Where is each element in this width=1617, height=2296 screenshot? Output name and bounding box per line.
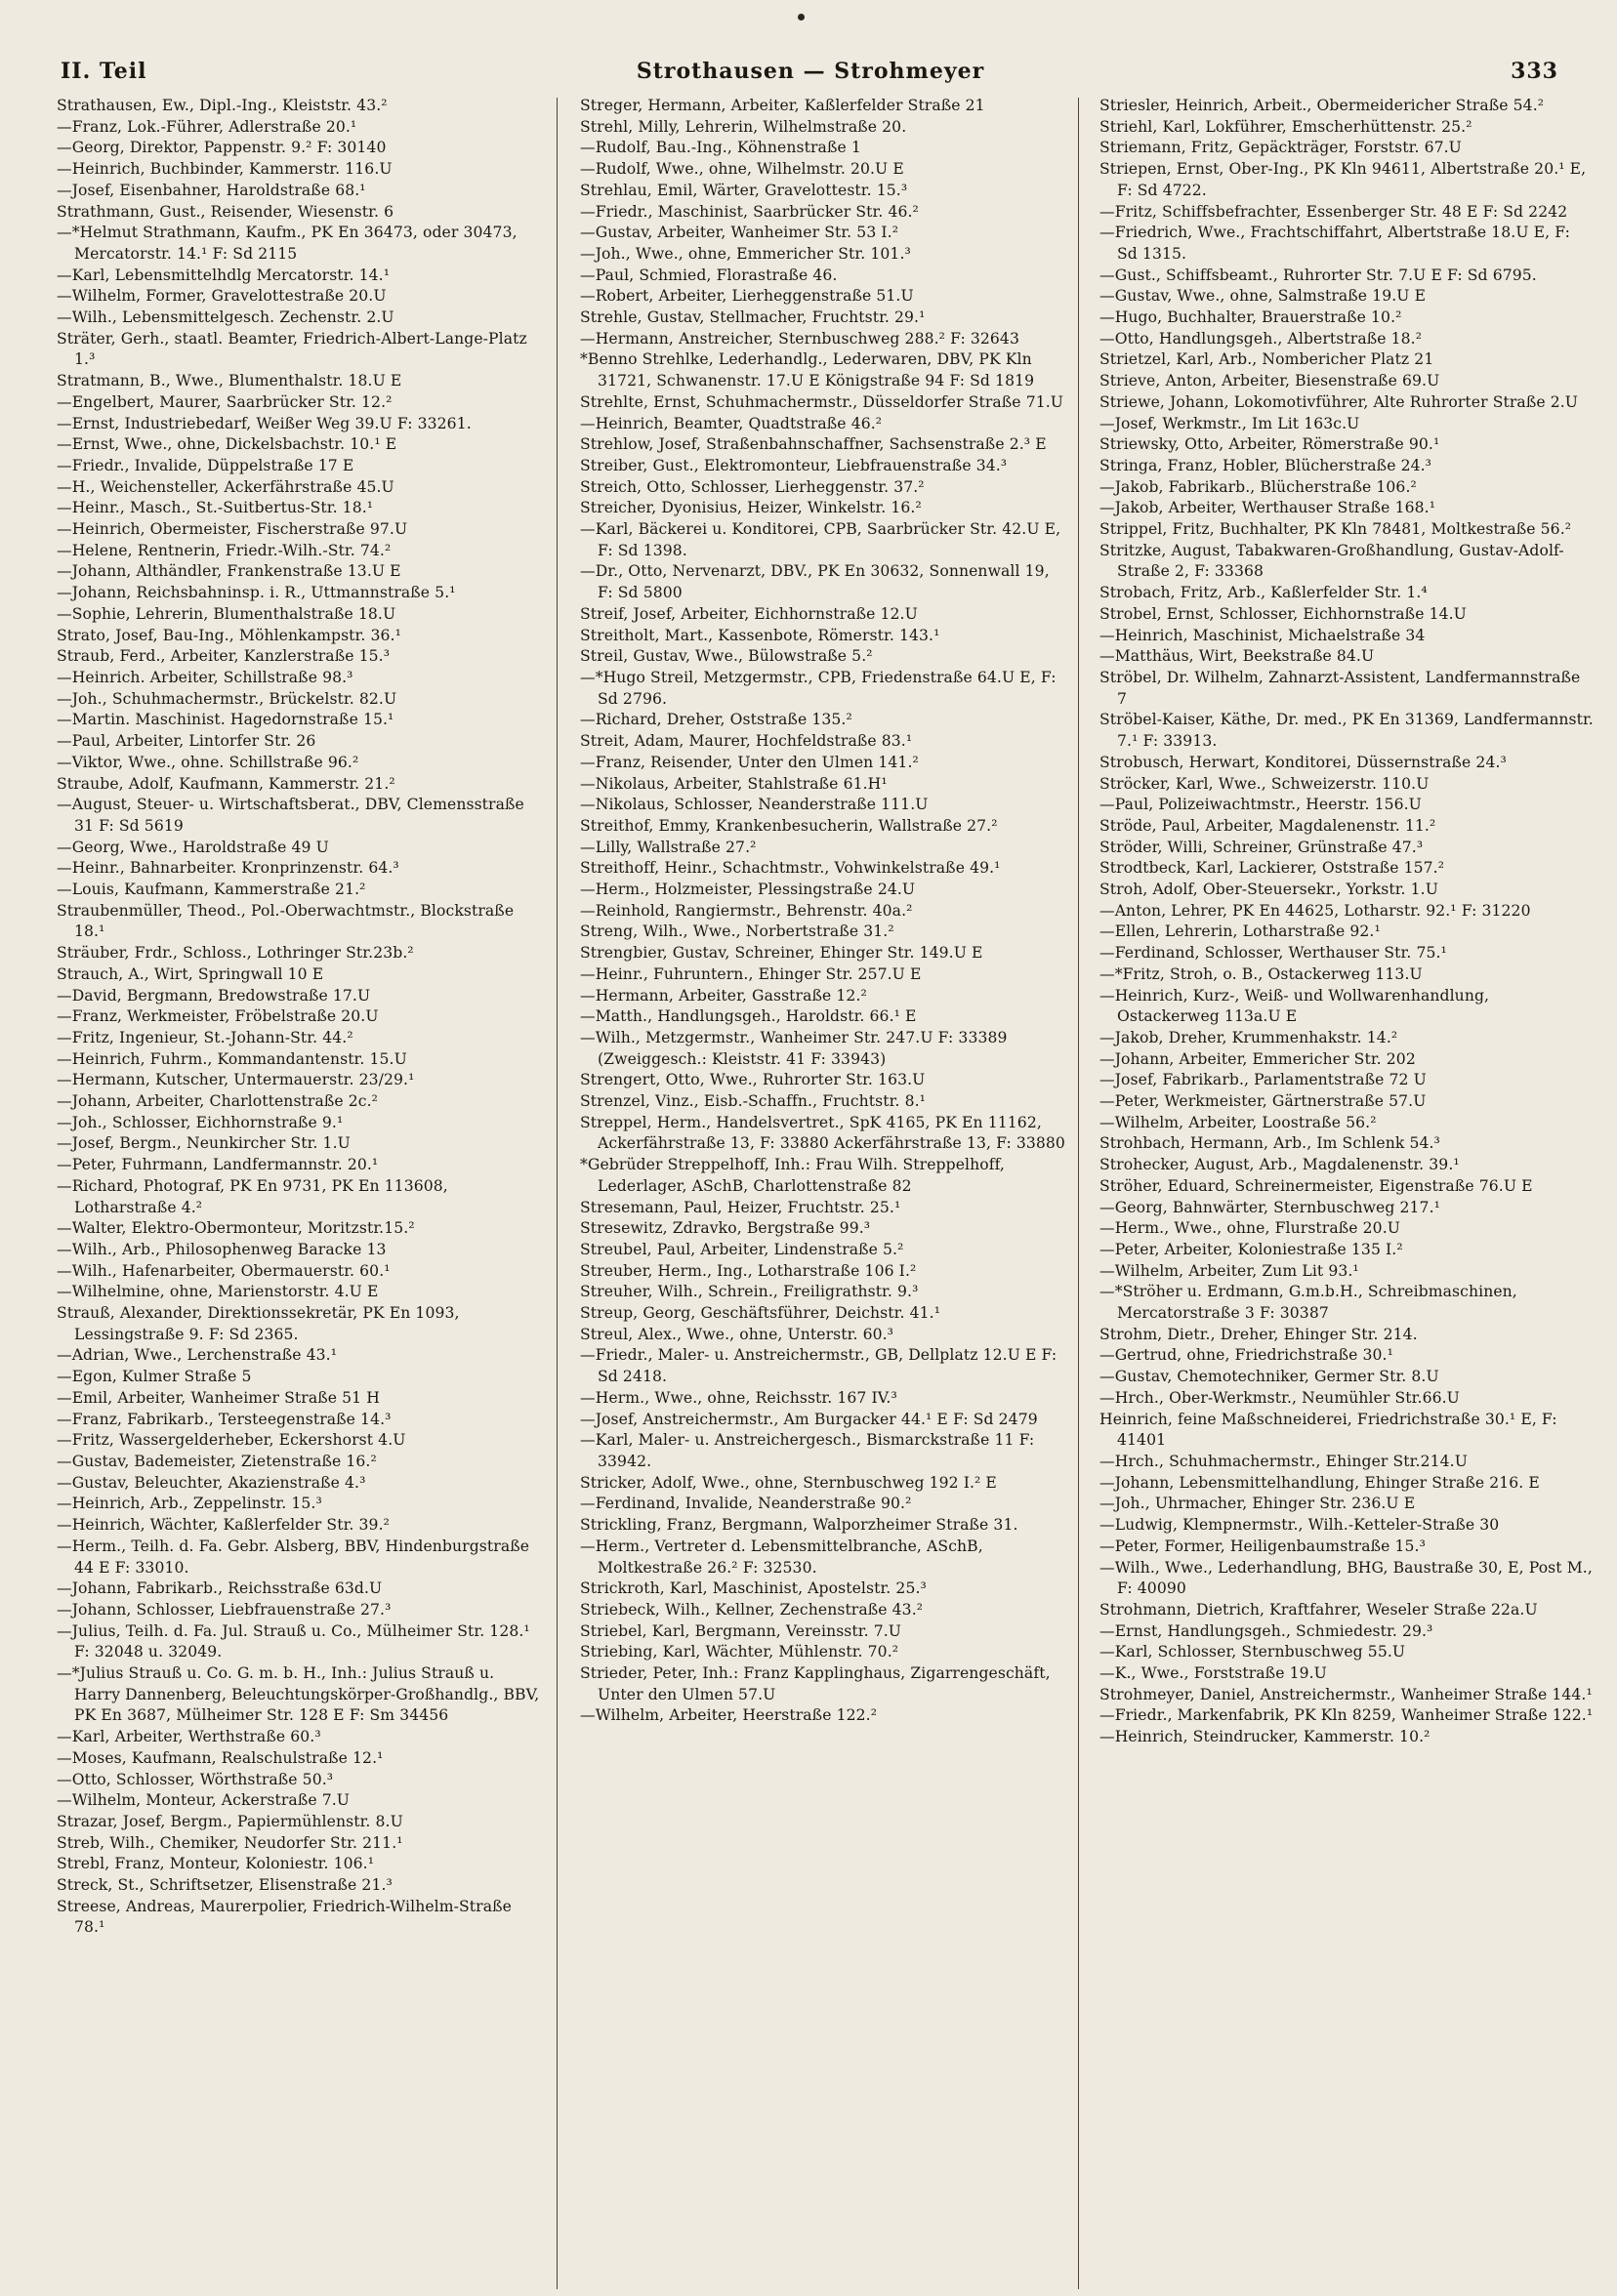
- directory-entry: Streck, St., Schriftsetzer, Elisenstraße 21.³: [57, 1876, 393, 1895]
- directory-entry: Strenzel, Vinz., Eisb.-Schaffn., Fruchtstr. 8.¹: [580, 1092, 927, 1111]
- directory-entry: Striewsky, Otto, Arbeiter, Römerstraße 90.¹: [1099, 435, 1440, 454]
- directory-entry: Heinrich, feine Maßschneiderei, Friedrichstraße 30.¹ E, F: 41401: [1099, 1410, 1557, 1450]
- directory-entry: —Josef, Eisenbahner, Haroldstraße 68.¹: [57, 181, 366, 199]
- directory-entry: Strohmann, Dietrich, Kraftfahrer, Weseler Straße 22a.U: [1099, 1600, 1538, 1619]
- directory-entry: —Richard, Dreher, Oststraße 135.²: [580, 711, 852, 729]
- header-part: II. Teil: [61, 59, 147, 84]
- directory-entry: —Johann, Reichsbahninsp. i. R., Uttmannstraße 5.¹: [57, 584, 456, 602]
- directory-entry: Ströher, Eduard, Schreinermeister, Eigenstraße 76.U E: [1099, 1176, 1533, 1195]
- directory-entry: Ströder, Willi, Schreiner, Grünstraße 47.³: [1099, 838, 1424, 856]
- directory-entry: Ströbel-Kaiser, Käthe, Dr. med., PK En 31369, Landfermannstr. 7.¹ F: 33913.: [1099, 711, 1594, 751]
- directory-entry: —Friedr., Maschinist, Saarbrücker Str. 46.²: [580, 202, 919, 221]
- directory-entry: —Viktor, Wwe., ohne. Schillstraße 96.²: [57, 753, 359, 771]
- directory-entry: Streil, Gustav, Wwe., Bülowstraße 5.²: [580, 647, 873, 666]
- directory-entry: —Johann, Lebensmittelhandlung, Ehinger Straße 216. E: [1099, 1473, 1540, 1492]
- directory-entry: Streuber, Herm., Ing., Lotharstraße 106 I.²: [580, 1261, 917, 1280]
- directory-entry: Stresemann, Paul, Heizer, Fruchtstr. 25.¹: [580, 1198, 901, 1216]
- directory-entry: —Emil, Arbeiter, Wanheimer Straße 51 H: [57, 1388, 380, 1407]
- directory-entry: —Otto, Schlosser, Wörthstraße 50.³: [57, 1770, 334, 1788]
- directory-entry: —Matth., Handlungsgeh., Haroldstr. 66.¹ E: [580, 1007, 917, 1026]
- directory-entry: Strobel, Ernst, Schlosser, Eichhornstraße 14.U: [1099, 604, 1467, 623]
- directory-entry: —Anton, Lehrer, PK En 44625, Lotharstr. 92.¹ F: 31220: [1099, 901, 1531, 920]
- directory-entry: —Hugo, Buchhalter, Brauerstraße 10.²: [1099, 308, 1402, 327]
- directory-entry: Streit, Adam, Maurer, Hochfeldstraße 83.¹: [580, 732, 913, 751]
- directory-entry: —Friedrich, Wwe., Frachtschiffahrt, Albertstraße 18.U E, F: Sd 1315.: [1099, 224, 1570, 263]
- directory-entry: —Karl, Maler- u. Anstreichergesch., Bismarckstraße 11 F: 33942.: [580, 1431, 1035, 1470]
- directory-entry: Streup, Georg, Geschäftsführer, Deichstr. 41.¹: [580, 1304, 941, 1323]
- directory-entry: —Julius, Teilh. d. Fa. Jul. Strauß u. Co., Mülheimer Str. 128.¹ F: 32048 u. 32049.: [57, 1621, 530, 1661]
- directory-entry: Streif, Josef, Arbeiter, Eichhornstraße 12.U: [580, 604, 918, 623]
- directory-entry: —Josef, Bergm., Neunkircher Str. 1.U: [57, 1134, 351, 1153]
- directory-entry: —Wilh., Metzgermstr., Wanheimer Str. 247.U F: 33389 (Zweiggesch.: Kleiststr. 41 F: 33943): [580, 1028, 1008, 1068]
- directory-entry: —Louis, Kaufmann, Kammerstraße 21.²: [57, 881, 366, 899]
- directory-entry: —Hermann, Kutscher, Untermauerstr. 23/29.¹: [57, 1071, 415, 1089]
- directory-entry: —Heinrich, Obermeister, Fischerstraße 97.U: [57, 520, 408, 539]
- directory-entry: —Heinrich, Fuhrm., Kommandantenstr. 15.U: [57, 1049, 407, 1068]
- page-number: 333: [1511, 59, 1558, 84]
- directory-entry: Ströcker, Karl, Wwe., Schweizerstr. 110.U: [1099, 774, 1430, 793]
- directory-entry: —Johann, Althändler, Frankenstraße 13.U E: [57, 562, 401, 581]
- directory-entry: —Heinrich, Buchbinder, Kammerstr. 116.U: [57, 160, 393, 179]
- directory-entry: —Franz, Werkmeister, Fröbelstraße 20.U: [57, 1007, 379, 1026]
- directory-entry: Striepen, Ernst, Ober-Ing., PK Kln 94611, Albertstraße 20.¹ E, F: Sd 4722.: [1099, 160, 1587, 199]
- directory-entry: —Georg, Bahnwärter, Sternbuschweg 217.¹: [1099, 1198, 1440, 1216]
- directory-entry: —Heinr., Bahnarbeiter. Kronprinzenstr. 64.³: [57, 859, 399, 878]
- directory-entry: —Friedr., Markenfabrik, PK Kln 8259, Wanheimer Straße 122.¹: [1099, 1706, 1594, 1725]
- directory-entry: —Franz, Reisender, Unter den Ulmen 141.²: [580, 753, 919, 771]
- directory-entry: —Jakob, Fabrikarb., Blücherstraße 106.²: [1099, 477, 1417, 496]
- directory-entry: Strehlau, Emil, Wärter, Gravelottestr. 15.³: [580, 181, 908, 199]
- directory-entry: Striemann, Fritz, Gepäckträger, Forststr. 67.U: [1099, 139, 1462, 157]
- directory-entry: —Richard, Photograf, PK En 9731, PK En 113608, Lotharstraße 4.²: [57, 1176, 448, 1216]
- directory-entry: —Wilhelmine, ohne, Marienstorstr. 4.U E: [57, 1283, 379, 1301]
- directory-entry: —August, Steuer- u. Wirtschaftsberat., DBV, Clemensstraße 31 F: Sd 5619: [57, 796, 524, 835]
- directory-entry: —Wilh., Arb., Philosophenweg Baracke 13: [57, 1240, 387, 1258]
- column-rule: [1078, 98, 1079, 2289]
- directory-entry: Stricker, Adolf, Wwe., ohne, Sternbuschweg 192 I.² E: [580, 1473, 997, 1492]
- directory-entry: Strauß, Alexander, Direktionssekretär, PK En 1093, Lessingstraße 9. F: Sd 2365.: [57, 1304, 460, 1343]
- directory-entry: —Herm., Teilh. d. Fa. Gebr. Alsberg, BBV, Hindenburgstraße 44 E F: 33010.: [57, 1537, 530, 1577]
- directory-entry: Streithof, Emmy, Krankenbesucherin, Wallstraße 27.²: [580, 816, 998, 835]
- directory-entry: —Helene, Rentnerin, Friedr.-Wilh.-Str. 74.²: [57, 541, 392, 559]
- directory-entry: —Sophie, Lehrerin, Blumenthalstraße 18.U: [57, 604, 396, 623]
- directory-entry: Strehlow, Josef, Straßenbahnschaffner, Sachsenstraße 2.³ E: [580, 435, 1047, 454]
- directory-entry: —Heinrich, Beamter, Quadtstraße 46.²: [580, 414, 883, 432]
- directory-entry: Streb, Wilh., Chemiker, Neudorfer Str. 211.¹: [57, 1833, 403, 1852]
- directory-entry: —Paul, Arbeiter, Lintorfer Str. 26: [57, 732, 316, 751]
- directory-entry: —Peter, Former, Heiligenbaumstraße 15.³: [1099, 1537, 1426, 1555]
- directory-entry: —Karl, Arbeiter, Werthstraße 60.³: [57, 1728, 321, 1746]
- directory-entry: —Engelbert, Maurer, Saarbrücker Str. 12.²: [57, 392, 393, 411]
- directory-entry: —Nikolaus, Arbeiter, Stahlstraße 61.H¹: [580, 774, 888, 793]
- directory-entry: —Heinrich. Arbeiter, Schillstraße 98.³: [57, 668, 353, 686]
- directory-entry: —Lilly, Wallstraße 27.²: [580, 838, 757, 856]
- directory-entry: —Paul, Schmied, Florastraße 46.: [580, 266, 838, 284]
- directory-entry: Ströbel, Dr. Wilhelm, Zahnarzt-Assistent, Landfermannstraße 7: [1099, 668, 1581, 708]
- directory-entry: Streng, Wilh., Wwe., Norbertstraße 31.²: [580, 922, 894, 941]
- directory-entry: —Johann, Schlosser, Liebfrauenstraße 27.³: [57, 1600, 392, 1619]
- directory-entry: Strathmann, Gust., Reisender, Wiesenstr. 6: [57, 202, 394, 221]
- directory-entry: Striebeck, Wilh., Kellner, Zechenstraße 43.²: [580, 1600, 924, 1619]
- directory-entry: *Gebrüder Streppelhoff, Inh.: Frau Wilh. Streppelhoff, Lederlager, ASchB, Charlottenstraße 82: [580, 1156, 1005, 1195]
- directory-entry: Strazar, Josef, Bergm., Papiermühlenstr. 8.U: [57, 1812, 403, 1830]
- directory-entry: Streul, Alex., Wwe., ohne, Unterstr. 60.³: [580, 1325, 894, 1343]
- directory-entry: Stresewitz, Zdravko, Bergstraße 99.³: [580, 1219, 871, 1238]
- directory-entry: —Heinrich, Maschinist, Michaelstraße 34: [1099, 626, 1426, 644]
- directory-entry: —Peter, Fuhrmann, Landfermannstr. 20.¹: [57, 1156, 379, 1174]
- directory-entry: Strieve, Anton, Arbeiter, Biesenstraße 69.U: [1099, 372, 1440, 390]
- ink-dot: [798, 14, 805, 20]
- directory-entry: Strehl, Milly, Lehrerin, Wilhelmstraße 20.: [580, 117, 907, 136]
- directory-entry: —Heinrich, Steindrucker, Kammerstr. 10.²: [1099, 1728, 1430, 1746]
- directory-entry: —Josef, Anstreichermstr., Am Burgacker 44.¹ E F: Sd 2479: [580, 1410, 1038, 1428]
- directory-entry: Stritzke, August, Tabakwaren-Großhandlung, Gustav-Adolf-Straße 2, F: 33368: [1099, 541, 1564, 581]
- directory-entry: Ströde, Paul, Arbeiter, Magdalenenstr. 11.²: [1099, 816, 1436, 835]
- directory-entry: —Georg, Wwe., Haroldstraße 49 U: [57, 838, 329, 856]
- directory-entry: —Herm., Vertreter d. Lebensmittelbranche, ASchB, Moltkestraße 26.² F: 32530.: [580, 1537, 983, 1577]
- directory-entry: —David, Bergmann, Bredowstraße 17.U: [57, 986, 371, 1004]
- directory-entry: Strickroth, Karl, Maschinist, Apostelstr. 25.³: [580, 1579, 927, 1598]
- directory-entry: Strobach, Fritz, Arb., Kaßlerfelder Str. 1.⁴: [1099, 584, 1428, 602]
- directory-entry: —Moses, Kaufmann, Realschulstraße 12.¹: [57, 1748, 384, 1767]
- directory-entry: —Egon, Kulmer Straße 5: [57, 1368, 252, 1386]
- directory-entry: —Fritz, Ingenieur, St.-Johann-Str. 44.²: [57, 1028, 353, 1046]
- directory-entry: Strieder, Peter, Inh.: Franz Kapplinghaus, Zigarrengeschäft, Unter den Ulmen 57.U: [580, 1664, 1051, 1703]
- directory-entry: —Fritz, Schiffsbefrachter, Essenberger Str. 48 E F: Sd 2242: [1099, 202, 1568, 221]
- directory-entry: Strodtbeck, Karl, Lackierer, Oststraße 157.²: [1099, 859, 1445, 878]
- directory-entry: —Wilhelm, Arbeiter, Loostraße 56.²: [1099, 1113, 1377, 1131]
- directory-entry: Streubel, Paul, Arbeiter, Lindenstraße 5.²: [580, 1240, 904, 1258]
- directory-entry: —*Ströher u. Erdmann, G.m.b.H., Schreibmaschinen, Mercatorstraße 3 F: 30387: [1099, 1283, 1517, 1323]
- directory-entry: —Hrch., Schuhmachermstr., Ehinger Str.214.U: [1099, 1453, 1468, 1470]
- directory-entry: —Gustav, Wwe., ohne, Salmstraße 19.U E: [1099, 287, 1427, 306]
- directory-entry: Strippel, Fritz, Buchhalter, PK Kln 78481, Moltkestraße 56.²: [1099, 520, 1572, 539]
- column-2: [580, 96, 1066, 2282]
- directory-entry: —Gertrud, ohne, Friedrichstraße 30.¹: [1099, 1346, 1393, 1365]
- directory-entry: —Wilh., Lebensmittelgesch. Zechenstr. 2.U: [57, 308, 394, 327]
- directory-entry: Strathausen, Ew., Dipl.-Ing., Kleiststr. 43.²: [57, 97, 388, 114]
- directory-entry: Strato, Josef, Bau-Ing., Möhlenkampstr. 36.¹: [57, 626, 401, 644]
- directory-entry: Strauch, A., Wirt, Springwall 10 E: [57, 964, 324, 983]
- directory-entry: Striehl, Karl, Lokführer, Emscherhüttenstr. 25.²: [1099, 117, 1472, 136]
- directory-entry: Strohm, Dietr., Dreher, Ehinger Str. 214.: [1099, 1325, 1418, 1343]
- directory-entry: —Wilhelm, Former, Gravelottestraße 20.U: [57, 287, 387, 306]
- directory-entry: —Heinrich, Wächter, Kaßlerfelder Str. 39.²: [57, 1516, 390, 1535]
- directory-entry: —Rudolf, Bau.-Ing., Köhnenstraße 1: [580, 139, 861, 157]
- directory-entry: Strehlte, Ernst, Schuhmachermstr., Düsseldorfer Straße 71.U: [580, 392, 1064, 411]
- directory-entry: —Josef, Fabrikarb., Parlamentstraße 72 U: [1099, 1071, 1427, 1089]
- column-rule: [557, 98, 558, 2289]
- directory-entry: —Peter, Arbeiter, Koloniestraße 135 I.²: [1099, 1240, 1403, 1258]
- directory-entry: —Rudolf, Wwe., ohne, Wilhelmstr. 20.U E: [580, 160, 904, 179]
- directory-entry: Stratmann, B., Wwe., Blumenthalstr. 18.U E: [57, 372, 402, 390]
- directory-entry: —Wilhelm, Monteur, Ackerstraße 7.U: [57, 1791, 351, 1810]
- directory-entry: Streger, Hermann, Arbeiter, Kaßlerfelder Straße 21: [580, 97, 985, 114]
- directory-entry: —Herm., Holzmeister, Plessingstraße 24.U: [580, 881, 916, 899]
- directory-entry: Streppel, Herm., Handelsvertret., SpK 4165, PK En 11162, Ackerfährstraße 13, F: 33880 Ackerfährstraße 13, F: 33880: [580, 1113, 1065, 1153]
- directory-entry: —Gustav, Beleuchter, Akazienstraße 4.³: [57, 1473, 366, 1492]
- directory-entry: Strengert, Otto, Wwe., Ruhrorter Str. 163.U: [580, 1071, 926, 1089]
- directory-entry: —Matthäus, Wirt, Beekstraße 84.U: [1099, 647, 1375, 666]
- directory-entry: —Karl, Lebensmittelhdlg Mercatorstr. 14.¹: [57, 266, 391, 284]
- directory-entry: —Herm., Wwe., ohne, Reichsstr. 167 IV.³: [580, 1388, 897, 1407]
- directory-entry: Strengbier, Gustav, Schreiner, Ehinger Str. 149.U E: [580, 944, 983, 963]
- directory-entry: —Heinr., Fuhruntern., Ehinger Str. 257.U E: [580, 964, 922, 983]
- directory-entry: Strehle, Gustav, Stellmacher, Fruchtstr. 29.¹: [580, 308, 926, 327]
- directory-entry: —Robert, Arbeiter, Lierheggenstraße 51.U: [580, 287, 914, 306]
- directory-entry: —Heinrich, Kurz-, Weiß- und Wollwarenhandlung, Ostackerweg 113a.U E: [1099, 986, 1490, 1026]
- directory-entry: —Adrian, Wwe., Lerchenstraße 43.¹: [57, 1346, 338, 1365]
- directory-entry: Strietzel, Karl, Arb., Nombericher Platz 21: [1099, 350, 1434, 369]
- directory-entry: —Karl, Bäckerei u. Konditorei, CPB, Saarbrücker Str. 42.U E, F: Sd 1398.: [580, 520, 1061, 559]
- directory-entry: —Peter, Werkmeister, Gärtnerstraße 57.U: [1099, 1092, 1427, 1111]
- directory-entry: —Martin. Maschinist. Hagedornstraße 15.¹: [57, 711, 394, 729]
- directory-entry: Strobusch, Herwart, Konditorei, Düssernstraße 24.³: [1099, 753, 1507, 771]
- directory-entry: Straube, Adolf, Kaufmann, Kammerstr. 21.²: [57, 774, 395, 793]
- directory-entry: —Herm., Wwe., ohne, Flurstraße 20.U: [1099, 1219, 1400, 1238]
- directory-entry: —K., Wwe., Forststraße 19.U: [1099, 1664, 1327, 1683]
- directory-entry: —Joh., Schuhmachermstr., Brückelstr. 82.U: [57, 689, 397, 708]
- directory-entry: —*Fritz, Stroh, o. B., Ostackerweg 113.U: [1099, 964, 1423, 983]
- directory-entry: —Heinrich, Arb., Zeppelinstr. 15.³: [57, 1495, 322, 1513]
- directory-entry: Sträter, Gerh., staatl. Beamter, Friedrich-Albert-Lange-Platz 1.³: [57, 329, 527, 369]
- directory-entry: *Benno Strehlke, Lederhandlg., Lederwaren, DBV, PK Kln 31721, Schwanenstr. 17.U E Königstraße 94 F: Sd 1819: [580, 350, 1035, 390]
- directory-entry: —Franz, Lok.-Führer, Adlerstraße 20.¹: [57, 117, 357, 136]
- directory-entry: —*Hugo Streil, Metzgermstr., CPB, Friedenstraße 64.U E, F: Sd 2796.: [580, 668, 1057, 708]
- directory-entry: —Franz, Fabrikarb., Tersteegenstraße 14.³: [57, 1410, 392, 1428]
- directory-entry: Sträuber, Frdr., Schloss., Lothringer Str.23b.²: [57, 944, 414, 963]
- directory-entry: —Ludwig, Klempnermstr., Wilh.-Ketteler-Straße 30: [1099, 1516, 1500, 1535]
- directory-entry: —Ernst, Industriebedarf, Weißer Weg 39.U F: 33261.: [57, 414, 472, 432]
- directory-entry: —Nikolaus, Schlosser, Neanderstraße 111.U: [580, 796, 929, 814]
- directory-entry: —Joh., Uhrmacher, Ehinger Str. 236.U E: [1099, 1495, 1416, 1513]
- directory-entry: —Paul, Polizeiwachtmstr., Heerstr. 156.U: [1099, 796, 1422, 814]
- directory-entry: Straubenmüller, Theod., Pol.-Oberwachtmstr., Blockstraße 18.¹: [57, 901, 515, 941]
- header-range: Strothausen — Strohmeyer: [636, 59, 985, 84]
- directory-entry: —Johann, Fabrikarb., Reichsstraße 63d.U: [57, 1579, 383, 1598]
- directory-entry: Stroh, Adolf, Ober-Steuersekr., Yorkstr. 1.U: [1099, 881, 1438, 899]
- directory-entry: —Otto, Handlungsgeh., Albertstraße 18.²: [1099, 329, 1423, 348]
- directory-entry: —Ernst, Wwe., ohne, Dickelsbachstr. 10.¹ E: [57, 435, 397, 454]
- directory-entry: —Joh., Schlosser, Eichhornstraße 9.¹: [57, 1113, 344, 1131]
- directory-entry: Strickling, Franz, Bergmann, Walporzheimer Straße 31.: [580, 1516, 1018, 1535]
- directory-entry: —H., Weichensteller, Ackerfährstraße 45.U: [57, 477, 394, 496]
- directory-entry: Striesler, Heinrich, Arbeit., Obermeidericher Straße 54.²: [1099, 97, 1545, 114]
- directory-entry: —Heinr., Masch., St.-Suitbertus-Str. 18.¹: [57, 499, 374, 517]
- directory-entry: Streicher, Dyonisius, Heizer, Winkelstr. 16.²: [580, 499, 922, 517]
- directory-entry: —Hermann, Anstreicher, Sternbuschweg 288.² F: 32643: [580, 329, 1019, 348]
- directory-entry: —*Julius Strauß u. Co. G. m. b. H., Inh.: Julius Strauß u. Harry Dannenberg, Beleuchtungskörper-Großhandlg., BBV, PK En 3687, Mülheimer Str. 128 E F: Sm 34456: [57, 1664, 540, 1725]
- directory-entry: Strohbach, Hermann, Arb., Im Schlenk 54.³: [1099, 1134, 1440, 1153]
- directory-entry: Streich, Otto, Schlosser, Lierheggenstr. 37.²: [580, 477, 925, 496]
- directory-entry: —Hermann, Arbeiter, Gasstraße 12.²: [580, 986, 867, 1004]
- directory-entry: —Ellen, Lehrerin, Lotharstraße 92.¹: [1099, 922, 1381, 941]
- directory-entry: Streitholt, Mart., Kassenbote, Römerstr. 143.¹: [580, 626, 940, 644]
- directory-entry: Striebing, Karl, Wächter, Mühlenstr. 70.²: [580, 1643, 899, 1661]
- directory-entry: —Friedr., Invalide, Düppelstraße 17 E: [57, 456, 354, 474]
- directory-entry: —Wilh., Hafenarbeiter, Obermauerstr. 60.¹: [57, 1261, 391, 1280]
- directory-entry: Striebel, Karl, Bergmann, Vereinsstr. 7.U: [580, 1621, 902, 1640]
- directory-entry: Strebl, Franz, Monteur, Koloniestr. 106.¹: [57, 1855, 375, 1873]
- directory-entry: Strohmeyer, Daniel, Anstreichermstr., Wanheimer Straße 144.¹: [1099, 1685, 1593, 1703]
- directory-entry: —Ernst, Handlungsgeh., Schmiedestr. 29.³: [1099, 1621, 1433, 1640]
- directory-entry: —Reinhold, Rangiermstr., Behrenstr. 40a.²: [580, 901, 913, 920]
- directory-entry: —Gustav, Chemotechniker, Germer Str. 8.U: [1099, 1368, 1439, 1386]
- directory-entry: —Wilh., Wwe., Lederhandlung, BHG, Baustraße 30, E, Post M., F: 40090: [1099, 1558, 1593, 1598]
- directory-entry: Streese, Andreas, Maurerpolier, Friedrich-Wilhelm-Straße 78.¹: [57, 1897, 512, 1937]
- directory-entry: Strohecker, August, Arb., Magdalenenstr. 39.¹: [1099, 1156, 1460, 1174]
- directory-entry: —*Helmut Strathmann, Kaufm., PK En 36473, oder 30473, Mercatorstr. 14.¹ F: Sd 2115: [57, 224, 518, 263]
- directory-entry: —Gust., Schiffsbeamt., Ruhrorter Str. 7.U E F: Sd 6795.: [1099, 266, 1537, 284]
- directory-entry: —Fritz, Wassergelderheber, Eckershorst 4.U: [57, 1431, 406, 1450]
- directory-entry: Striewe, Johann, Lokomotivführer, Alte Ruhrorter Straße 2.U: [1099, 392, 1579, 411]
- directory-entry: —Josef, Werkmstr., Im Lit 163c.U: [1099, 414, 1360, 432]
- directory-entry: —Johann, Arbeiter, Emmericher Str. 202: [1099, 1049, 1416, 1068]
- directory-entry: Streuher, Wilh., Schrein., Freiligrathstr. 9.³: [580, 1283, 919, 1301]
- directory-entry: —Jakob, Dreher, Krummenhakstr. 14.²: [1099, 1028, 1398, 1046]
- directory-entry: —Jakob, Arbeiter, Werthauser Straße 168.¹: [1099, 499, 1436, 517]
- directory-entry: Stringa, Franz, Hobler, Blücherstraße 24.³: [1099, 456, 1432, 474]
- directory-entry: —Wilhelm, Arbeiter, Heerstraße 122.²: [580, 1706, 878, 1725]
- directory-entry: —Gustav, Bademeister, Zietenstraße 16.²: [57, 1453, 377, 1470]
- directory-entry: —Wilhelm, Arbeiter, Zum Lit 93.¹: [1099, 1261, 1359, 1280]
- directory-entry: —Friedr., Maler- u. Anstreichermstr., GB, Dellplatz 12.U E F: Sd 2418.: [580, 1346, 1057, 1386]
- directory-entry: Streiber, Gust., Elektromonteur, Liebfrauenstraße 34.³: [580, 456, 1008, 474]
- directory-entry: —Karl, Schlosser, Sternbuschweg 55.U: [1099, 1643, 1406, 1661]
- directory-entry: —Ferdinand, Schlosser, Werthauser Str. 75.¹: [1099, 944, 1447, 963]
- directory-entry: Straub, Ferd., Arbeiter, Kanzlerstraße 15.³: [57, 647, 391, 666]
- directory-entry: —Joh., Wwe., ohne, Emmericher Str. 101.³: [580, 244, 911, 263]
- column-1: [57, 96, 545, 2282]
- directory-entry: —Hrch., Ober-Werkmstr., Neumühler Str.66.U: [1099, 1388, 1460, 1407]
- directory-entry: —Johann, Arbeiter, Charlottenstraße 2c.²: [57, 1092, 379, 1111]
- directory-entry: —Gustav, Arbeiter, Wanheimer Str. 53 I.²: [580, 224, 899, 242]
- directory-entry: —Walter, Elektro-Obermonteur, Moritzstr.15.²: [57, 1219, 415, 1238]
- directory-entry: Streithoff, Heinr., Schachtmstr., Vohwinkelstraße 49.¹: [580, 859, 1001, 878]
- directory-entry: —Georg, Direktor, Pappenstr. 9.² F: 30140: [57, 139, 387, 157]
- column-3: [1099, 96, 1594, 2282]
- directory-entry: —Dr., Otto, Nervenarzt, DBV., PK En 30632, Sonnenwall 19, F: Sd 5800: [580, 562, 1050, 602]
- directory-entry: —Ferdinand, Invalide, Neanderstraße 90.²: [580, 1495, 912, 1513]
